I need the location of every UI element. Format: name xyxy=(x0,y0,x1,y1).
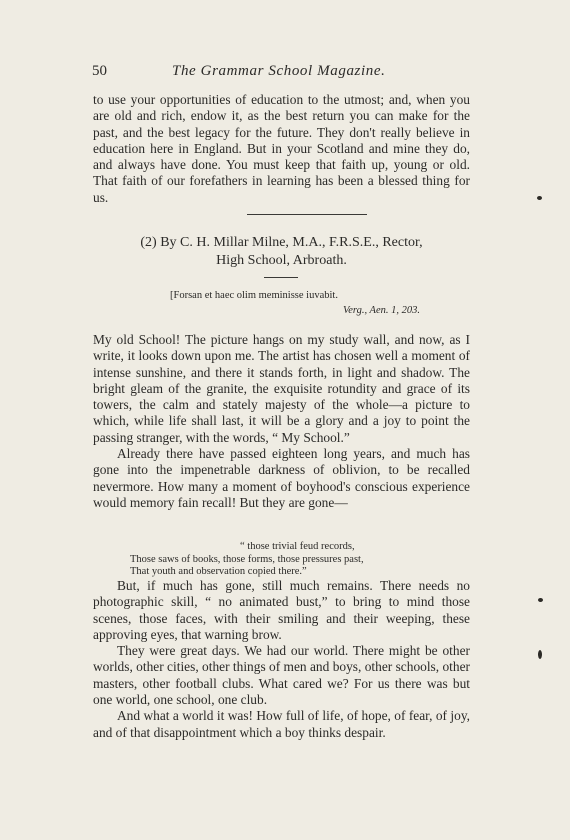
ink-speck xyxy=(538,598,543,602)
page-number: 50 xyxy=(92,63,107,79)
body-paragraph-5: And what a world it was! How full of life, of hope, of fear, of joy, and of that disappointment which a boy thinks despair. xyxy=(93,708,470,740)
ink-speck xyxy=(538,650,542,659)
running-title: The Grammar School Magazine. xyxy=(172,63,386,79)
body-paragraph-1: My old School! The picture hangs on my study wall, and now, as I write, it looks down upon me. The artist has chosen well a moment of intense sunshine, and there it stands forth, in light and shadow. The bright gleam of the granite, the exquisite rotundity and grace of its towers, the calm and stately majesty of the whole—a picture to which, while life shall last, it will be a glory and a joy to point the passing stranger, with the words, “ My School.” xyxy=(93,332,470,445)
verse-line: Those saws of books, those forms, those pressures past, xyxy=(130,553,364,565)
epigraph-citation: Verg., Aen. 1, 203. xyxy=(343,305,420,316)
page-header xyxy=(92,63,472,83)
byline-divider xyxy=(264,277,298,278)
body-paragraph-2: Already there have passed eighteen long years, and much has gone into the impenetrable darkness of oblivion, to be recalled nevermore. How many a moment of boyhood's conscious experience would memory fain recall! But they are gone— xyxy=(93,446,470,510)
verse-line: That youth and observation copied there.” xyxy=(130,566,307,577)
article-body-bottom xyxy=(93,578,470,741)
verse-line: “ those trivial feud records, xyxy=(240,541,355,552)
ink-speck xyxy=(537,196,542,200)
body-paragraph-4: They were great days. We had our world. There might be other worlds, other cities, other things of men and boys, other schools, other masters, other football clubs. What cared we? For us there was but one world, one school, one club. xyxy=(93,643,470,708)
byline-author: (2) By C. H. Millar Milne, M.A., F.R.S.E., Rector, xyxy=(140,235,423,250)
paragraph-text: to use your opportunities of education to the utmost; and, when you are old and rich, endow it, as the best return you can make for the past, and the best legacy for the future. They don't really believe in education here in England. But in your Scotland and mine they do, and always have done. You must keep that faith up, young or old. That faith of our forefathers in learning has been a blessed thing for us. xyxy=(93,92,470,205)
article-byline xyxy=(93,234,470,270)
article-body-top xyxy=(93,332,470,511)
verse-quotation xyxy=(130,541,460,579)
body-paragraph-3: But, if much has gone, still much remains. There needs no photographic skill, “ no animated bust,” to bring to mind those scenes, those faces, with their smiling and their weeping, these approving eyes, that warning brow. xyxy=(93,578,470,642)
section-divider xyxy=(247,214,367,215)
epigraph-quote: [Forsan et haec olim meminisse iuvabit. xyxy=(170,290,338,301)
epigraph xyxy=(170,288,420,318)
byline-school: High School, Arbroath. xyxy=(216,253,347,268)
continued-paragraph xyxy=(93,92,470,206)
